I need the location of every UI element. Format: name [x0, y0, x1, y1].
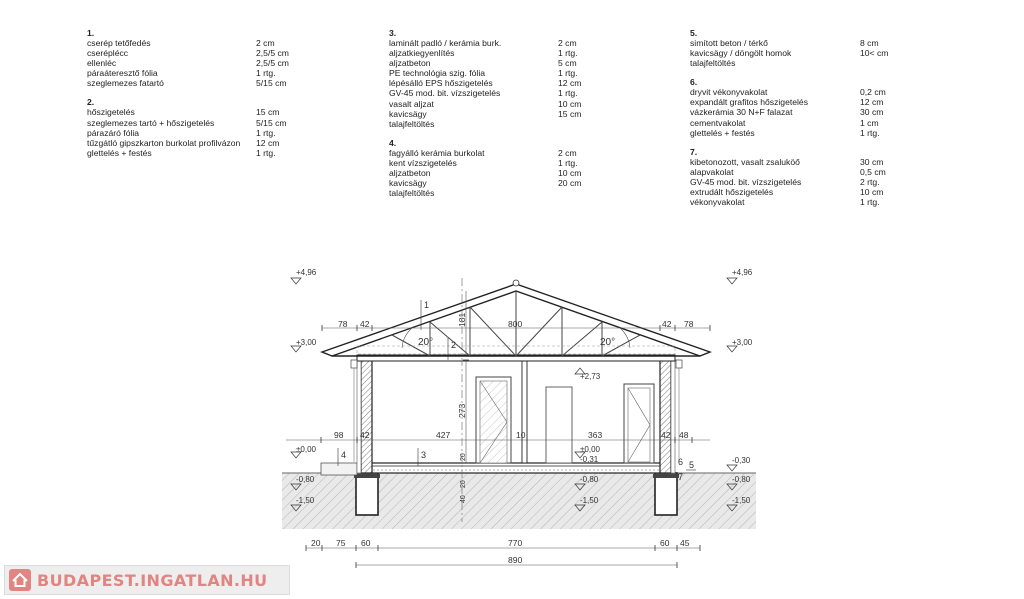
- level-label-slab: -0,31: [580, 455, 599, 464]
- legend-row: [690, 187, 888, 197]
- tag-terrace-layer: 4: [341, 450, 347, 460]
- legend-value: 1 rtg.: [558, 88, 578, 99]
- legend-value: 0,2 cm: [860, 87, 886, 98]
- legend-group-number: 5.: [690, 28, 698, 38]
- level-label-floor-inner: ±0,00: [580, 445, 600, 454]
- dim-roof-rise: 181: [457, 312, 467, 327]
- legend-value: 10 cm: [860, 187, 884, 198]
- terrace-pavement: [321, 463, 357, 475]
- legend-row: [690, 58, 888, 68]
- legend-label: párazáró fólia: [87, 127, 140, 138]
- dim-base-6: 45: [680, 538, 690, 548]
- legend-row: [389, 178, 581, 188]
- legend-row: [87, 118, 289, 128]
- legend-value: 2,5/5 cm: [256, 48, 289, 59]
- legend-label: hőszigetelés: [87, 107, 135, 118]
- legend-group: [690, 147, 888, 207]
- dim-floor-partition: 10: [516, 430, 526, 440]
- legend-group-number: 6.: [690, 77, 698, 88]
- legend-row: [389, 38, 581, 48]
- legend-value: 1 rtg.: [256, 68, 276, 79]
- legend-label: alapvakolat: [690, 166, 734, 177]
- tag-foundation-layer: 7: [678, 472, 684, 482]
- door-leaf-left: [480, 381, 507, 463]
- legend-group: [389, 138, 581, 198]
- legend-value: 15 cm: [256, 107, 280, 118]
- legend-value: 8 cm: [860, 38, 879, 48]
- legend-row: [87, 138, 289, 148]
- legend-value: 2,5/5 cm: [256, 58, 289, 69]
- dim-base-5: 60: [660, 538, 670, 548]
- legend-label: tűzgátló gipszkarton burkolat profilvázon: [87, 137, 241, 148]
- legend-value: 1 rtg.: [558, 68, 578, 79]
- dim-base-2: 75: [336, 538, 346, 548]
- wall-right: [660, 360, 671, 473]
- door-frame-right: [624, 384, 654, 463]
- legend-group-number: 3.: [389, 28, 397, 38]
- legend-row: [389, 48, 581, 58]
- dim-base-3: 60: [361, 538, 371, 548]
- legend-label: PE technológia szig. fólia: [389, 68, 486, 79]
- legend-value: 2 cm: [558, 147, 577, 158]
- tag-wall-layer: 6: [678, 457, 684, 467]
- legend-group: [690, 28, 888, 68]
- legend-row: [389, 78, 581, 88]
- level-label-eaves-left: +3,00: [296, 338, 317, 347]
- legend-label: GV-45 mod. bit. vízszigetelés: [389, 88, 501, 99]
- foundation-left: [356, 473, 378, 515]
- legend-label: talajfeltöltés: [690, 58, 736, 69]
- legend-row: [690, 157, 888, 167]
- legend-label: kavicsägy: [389, 178, 427, 189]
- legend-label: expandált grafitos hőszigetelés: [690, 97, 809, 108]
- legend-value: 20 cm: [558, 178, 582, 189]
- legend-label: glettelés + festés: [690, 127, 755, 138]
- legend-label: dryvit vékonyvakolat: [690, 87, 768, 98]
- legend-value: 10< cm: [860, 48, 889, 59]
- dim-base-4: 770: [508, 538, 523, 548]
- legend-label: kavicsägy: [389, 108, 427, 119]
- wall-insulation-left: [357, 360, 361, 473]
- legend-column-3: [690, 28, 888, 216]
- level-label-ceiling: +2,73: [580, 372, 601, 381]
- legend-label: aljzatkiegyenlítés: [389, 48, 455, 59]
- legend-row: [690, 118, 888, 128]
- tag-floor-layer: 3: [421, 450, 427, 460]
- legend-value: 15 cm: [558, 108, 582, 119]
- legend-label: ellenléc: [87, 58, 117, 69]
- terrain-soil: [282, 473, 756, 529]
- legend-column-2: [389, 28, 581, 207]
- tag-roof-layer: 1: [424, 300, 430, 310]
- legend-row: [690, 97, 888, 107]
- legend-row: [87, 48, 289, 58]
- gutter-right: [676, 360, 682, 368]
- legend-row: [87, 78, 289, 88]
- floor-slab: [365, 463, 668, 473]
- legend-value: 12 cm: [860, 97, 884, 108]
- legend-row: [389, 158, 581, 168]
- dim-room-height: 273: [457, 403, 467, 418]
- legend-label: fagyálló kerámia burkolat: [389, 147, 485, 158]
- legend-row: [389, 168, 581, 178]
- dim-floor-wall-right: 42: [661, 430, 671, 440]
- legend-value: 10 cm: [558, 98, 582, 109]
- legend-label: lépésálló EPS hőszigetelés: [389, 78, 493, 89]
- dim-slab-2: 20: [460, 480, 467, 488]
- legend-label: szeglemezes fatartó: [87, 78, 164, 89]
- watermark-text: BUDAPEST.INGATLAN.HU: [37, 570, 268, 590]
- legend-row: [690, 87, 888, 97]
- level-label-found-top-mid: -0,80: [580, 475, 599, 484]
- legend-label: aljzatbeton: [389, 168, 431, 179]
- level-label-top-right: +4,96: [732, 268, 753, 277]
- foundation-right: [655, 473, 677, 515]
- legend-label: páraáteresztő fólia: [87, 68, 158, 79]
- legend-value: 1 rtg.: [860, 197, 880, 208]
- tag-ceiling-layer: 2: [451, 340, 457, 350]
- legend-label: kent vízszigetelés: [389, 157, 457, 168]
- level-label-found-top-left: -0,80: [296, 475, 315, 484]
- legend-row: [389, 109, 581, 119]
- dim-total: 890: [508, 555, 523, 565]
- watermark-badge: [4, 565, 290, 595]
- foundation-insulation-left: [354, 474, 380, 478]
- partition-wall: [522, 360, 527, 463]
- legend-label: vasalt aljzat: [389, 98, 434, 109]
- legend-label: talajfeltöltés: [389, 118, 435, 129]
- legend-value: 1 cm: [860, 117, 879, 128]
- legend-label: cementvakolat: [690, 117, 746, 128]
- legend-row: [389, 99, 581, 109]
- legend-row: [690, 197, 888, 207]
- legend-value: 0,5 cm: [860, 166, 886, 177]
- legend-row: [389, 68, 581, 78]
- legend-value: 2 rtg.: [860, 176, 880, 187]
- legend-value: 1 rtg.: [256, 127, 276, 138]
- level-label-found-bottom-mid: -1,50: [580, 496, 599, 505]
- legend-value: 5/15 cm: [256, 78, 287, 89]
- legend-value: 2 cm: [256, 38, 275, 48]
- legend-group-number: 2.: [87, 97, 95, 108]
- legend-label: simított beton / térkő: [690, 38, 768, 48]
- dim-roof-overhang-right: 78: [684, 319, 694, 329]
- dim-slab-1: 20: [460, 453, 467, 461]
- legend-row: [87, 128, 289, 138]
- dim-roof-overhang-left: 78: [338, 319, 348, 329]
- level-label-eaves-right: +3,00: [732, 338, 753, 347]
- legend-row: [690, 38, 888, 48]
- legend-value: 12 cm: [256, 137, 280, 148]
- legend-group-number: 1.: [87, 28, 95, 38]
- level-label-floor-left: ±0,00: [296, 445, 316, 454]
- legend-row: [389, 148, 581, 158]
- legend-value: 10 cm: [558, 168, 582, 179]
- legend-label: extrudált hőszigetelés: [690, 187, 774, 198]
- dim-floor-ext-right: 48: [679, 430, 689, 440]
- level-label-found-bottom-left: -1,50: [296, 496, 315, 505]
- legend-value: 30 cm: [860, 107, 884, 118]
- cross-section-drawing: [0, 255, 1024, 575]
- level-label-found-bottom-right: -1,50: [732, 496, 751, 505]
- legend-row: [87, 107, 289, 117]
- legend-row: [389, 88, 581, 98]
- roof-pitch-right: 20°: [600, 337, 616, 348]
- foundation-insulation-right: [653, 474, 679, 478]
- level-label-top-left: +4,96: [296, 268, 317, 277]
- legend-row: [87, 58, 289, 68]
- legend-label: aljzatbeton: [389, 58, 431, 69]
- legend-group-number: 7.: [690, 146, 698, 157]
- dim-floor-wall-left: 42: [360, 430, 370, 440]
- dim-roof-wall-right: 42: [662, 319, 672, 329]
- legend-row: [690, 128, 888, 138]
- dim-floor-room-left: 427: [436, 430, 451, 440]
- legend-value: 5 cm: [558, 58, 577, 69]
- dim-base-1: 20: [311, 538, 321, 548]
- level-label-found-top-right: -0,80: [732, 475, 751, 484]
- legend-label: kavicsägy / döngölt homok: [690, 48, 792, 59]
- legend-label: talajfeltöltés: [389, 188, 435, 199]
- legend-value: 2 cm: [558, 38, 577, 48]
- ridge-tile: [513, 280, 519, 286]
- legend-row: [389, 119, 581, 129]
- legend-value: 30 cm: [860, 156, 884, 167]
- legend-value: 5/15 cm: [256, 117, 287, 128]
- legend-row: [690, 107, 888, 117]
- dim-roof-wall-left: 42: [360, 319, 370, 329]
- legend-row: [389, 58, 581, 68]
- level-label-terrain: -0,30: [732, 456, 751, 465]
- legend-group: [87, 97, 289, 157]
- legend-label: kibetonozott, vasalt zsaluköő: [690, 156, 800, 167]
- legend-label: vázkerámia 30 N+F falazat: [690, 107, 793, 118]
- legend-label: laminált padló / kerámia burk.: [389, 38, 502, 48]
- tag-pavement-layer: 5: [689, 460, 695, 470]
- legend-label: vékonyvakolat: [690, 197, 745, 208]
- legend-row: [690, 48, 888, 58]
- dim-roof-span: 800: [508, 319, 523, 329]
- legend-row: [690, 177, 888, 187]
- dim-found-height: 40: [460, 495, 467, 503]
- legend-group-number: 4.: [389, 137, 397, 148]
- legend-value: 1 rtg.: [256, 147, 276, 158]
- legend-row: [87, 68, 289, 78]
- dim-floor-room-right: 363: [588, 430, 603, 440]
- legend-group: [389, 28, 581, 129]
- legend-value: 1 rtg.: [860, 127, 880, 138]
- legend-row: [87, 38, 289, 48]
- legend-value: 12 cm: [558, 78, 582, 89]
- legend-column-1: [87, 28, 289, 167]
- legend-label: szeglemezes tartó + hőszigetelés: [87, 117, 215, 128]
- door-opening-middle: [546, 387, 572, 463]
- dim-floor-terrace: 98: [334, 430, 344, 440]
- wall-insulation-right: [671, 360, 675, 473]
- legend-label: glettelés + festés: [87, 147, 152, 158]
- legend-group: [690, 77, 888, 137]
- legend-row: [690, 167, 888, 177]
- gutter-left: [351, 360, 357, 368]
- legend-group: [87, 28, 289, 88]
- legend-value: 1 rtg.: [558, 157, 578, 168]
- house-logo-icon: [9, 569, 31, 591]
- wall-left: [361, 360, 372, 473]
- legend-label: cseréplécc: [87, 48, 129, 59]
- legend-label: cserép tetőfedés: [87, 38, 151, 48]
- legend-row: [87, 148, 289, 158]
- legend-label: GV-45 mod. bit. vízszigetelés: [690, 176, 802, 187]
- legend-row: [389, 188, 581, 198]
- legend-value: 1 rtg.: [558, 48, 578, 59]
- roof-pitch-left: 20°: [418, 337, 434, 348]
